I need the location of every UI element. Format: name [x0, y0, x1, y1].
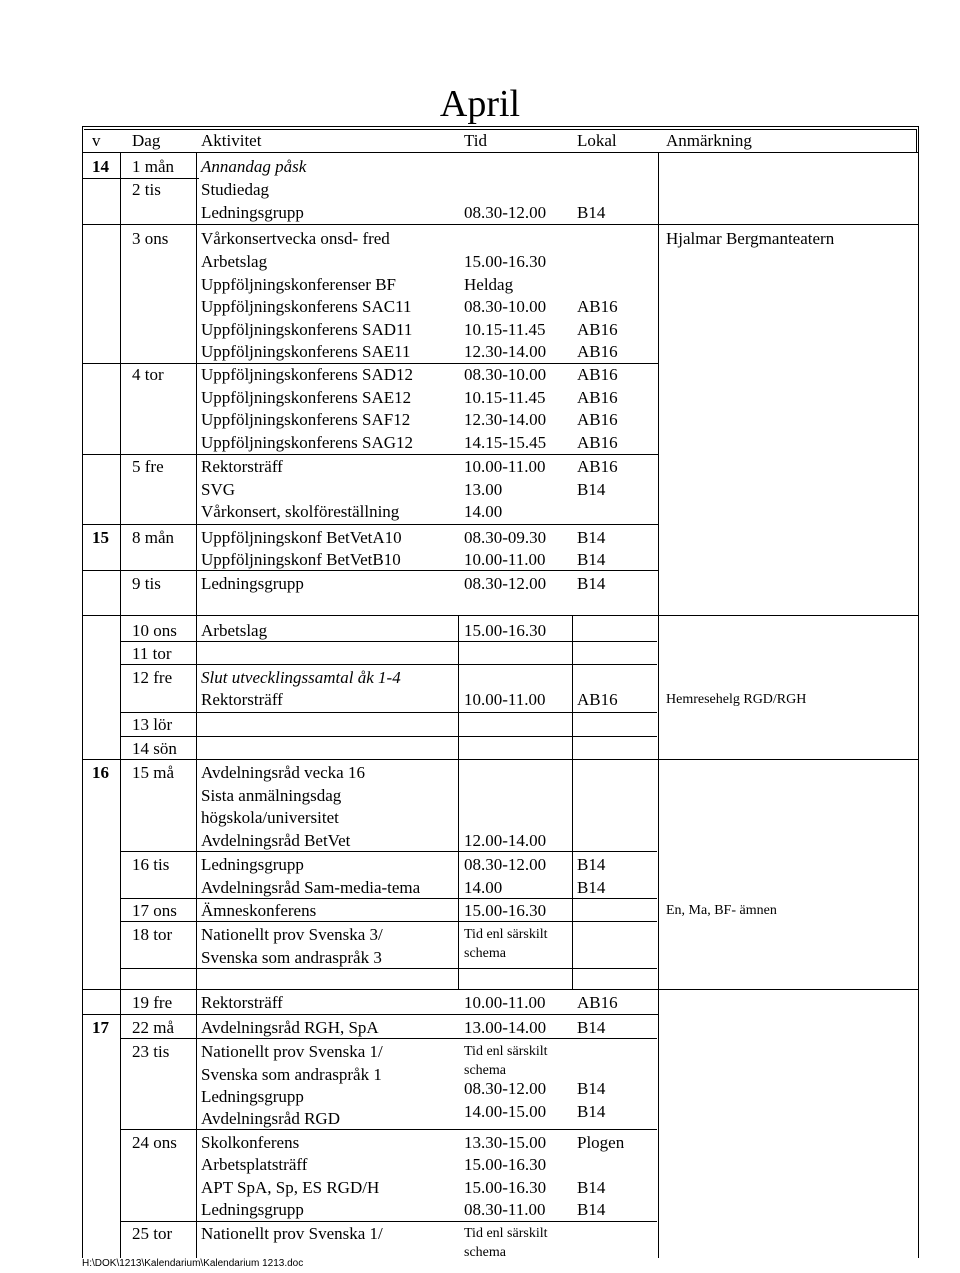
cell-time: schema — [464, 1063, 506, 1078]
cell-time: 13.30-15.00 — [464, 1133, 547, 1152]
rule — [82, 126, 919, 127]
rule — [82, 153, 83, 1258]
rule — [82, 759, 919, 760]
cell-act: Skolkonferens — [201, 1133, 300, 1152]
cell-time: 15.00-16.30 — [464, 252, 547, 271]
cell-act: Avdelningsråd Sam-media-tema — [201, 878, 421, 897]
rule — [82, 1014, 659, 1015]
rule — [458, 616, 459, 990]
cell-room: B14 — [577, 855, 606, 874]
cell-room: B14 — [577, 1178, 606, 1197]
cell-act: Rektorsträff — [201, 993, 283, 1012]
cell-time: 08.30-10.00 — [464, 365, 547, 384]
cell-day: 10 ons — [132, 621, 177, 640]
cell-act: Studiedag — [201, 180, 269, 199]
cell-time: 10.15-11.45 — [464, 388, 546, 407]
cell-room: B14 — [577, 203, 606, 222]
cell-room: AB16 — [577, 365, 618, 384]
cell-note: En, Ma, BF- ämnen — [666, 903, 777, 918]
cell-day: 12 fre — [132, 668, 173, 687]
cell-act: Ledningsgrupp — [201, 203, 304, 222]
cell-day: 25 tor — [132, 1224, 173, 1243]
cell-day: 14 sön — [132, 739, 177, 758]
cell-time: 08.30-12.00 — [464, 1079, 547, 1098]
header-week: v — [92, 131, 101, 150]
cell-act: Uppföljningskonferens SAD11 — [201, 320, 413, 339]
rule — [82, 454, 659, 455]
cell-act: Uppföljningskonferenser BF — [201, 275, 397, 294]
cell-day: 23 tis — [132, 1042, 170, 1061]
cell-time: 08.30-11.00 — [464, 1200, 546, 1219]
cell-act: Uppföljningskonferens SAE12 — [201, 388, 412, 407]
cell-act: Nationellt prov Svenska 1/ — [201, 1224, 383, 1243]
cell-day: 17 ons — [132, 901, 177, 920]
header-day: Dag — [132, 131, 161, 150]
cell-time: 15.00-16.30 — [464, 1178, 547, 1197]
cell-act: Nationellt prov Svenska 3/ — [201, 925, 383, 944]
cell-room: B14 — [577, 1018, 606, 1037]
cell-room: AB16 — [577, 690, 618, 709]
cell-day: 9 tis — [132, 574, 161, 593]
cell-act: Uppföljningskonferens SAE11 — [201, 342, 411, 361]
cell-time: 13.00 — [464, 480, 503, 499]
cell-room: B14 — [577, 1102, 606, 1121]
cell-room: AB16 — [577, 342, 618, 361]
cell-act: Uppföljningskonf BetVetA10 — [201, 528, 402, 547]
cell-time: 08.30-10.00 — [464, 297, 547, 316]
cell-room: AB16 — [577, 320, 618, 339]
rule — [658, 153, 659, 1258]
cell-time: 12.30-14.00 — [464, 410, 547, 429]
rule — [918, 153, 919, 1258]
cell-act: Sista anmälningsdag — [201, 786, 342, 805]
rule — [120, 153, 121, 1258]
cell-act: Ledningsgrupp — [201, 574, 304, 593]
cell-act: Avdelningsråd RGD — [201, 1109, 340, 1128]
rule — [82, 524, 659, 525]
header-room: Lokal — [577, 131, 617, 150]
cell-day: 19 fre — [132, 993, 173, 1012]
cell-week: 15 — [92, 528, 109, 547]
cell-week: 14 — [92, 157, 109, 176]
cell-act: Ledningsgrupp — [201, 1087, 304, 1106]
cell-time: Heldag — [464, 275, 514, 294]
cell-time: Tid enl särskilt — [464, 1226, 548, 1241]
cell-day: 4 tor — [132, 365, 164, 384]
cell-time: 14.00-15.00 — [464, 1102, 547, 1121]
rule — [916, 129, 917, 153]
cell-time: 14.00 — [464, 878, 503, 897]
cell-room: B14 — [577, 878, 606, 897]
cell-time: Tid enl särskilt — [464, 1044, 548, 1059]
cell-time: 08.30-12.00 — [464, 855, 547, 874]
cell-day: 24 ons — [132, 1133, 177, 1152]
cell-act: Rektorsträff — [201, 690, 283, 709]
cell-act: Arbetsplatsträff — [201, 1155, 308, 1174]
cell-time: Tid enl särskilt — [464, 927, 548, 942]
cell-day: 18 tor — [132, 925, 173, 944]
cell-week: 17 — [92, 1018, 109, 1037]
rule — [82, 126, 83, 153]
cell-day: 1 mån — [132, 157, 175, 176]
cell-act: Avdelningsråd vecka 16 — [201, 763, 365, 782]
cell-time: 14.15-15.45 — [464, 433, 547, 452]
rule — [120, 664, 657, 665]
cell-time: schema — [464, 1245, 506, 1260]
cell-room: AB16 — [577, 297, 618, 316]
cell-day: 16 tis — [132, 855, 170, 874]
rule — [120, 712, 657, 713]
cell-room: B14 — [577, 550, 606, 569]
cell-time: 15.00-16.30 — [464, 1155, 547, 1174]
cell-act: Vårkonsertvecka onsd- fred — [201, 229, 390, 248]
cell-time: 10.00-11.00 — [464, 690, 546, 709]
cell-act: Uppföljningskonf BetVetB10 — [201, 550, 401, 569]
cell-day: 5 fre — [132, 457, 164, 476]
header-note: Anmärkning — [666, 131, 752, 150]
cell-room: AB16 — [577, 410, 618, 429]
page-title: April — [439, 83, 521, 125]
cell-day: 15 må — [132, 763, 175, 782]
cell-room: AB16 — [577, 457, 618, 476]
cell-room: B14 — [577, 1200, 606, 1219]
rule — [82, 989, 919, 990]
rule — [196, 153, 197, 1258]
cell-time: 10.00-11.00 — [464, 550, 546, 569]
cell-room: AB16 — [577, 993, 618, 1012]
cell-act: Avdelningsråd RGH, SpA — [201, 1018, 379, 1037]
cell-room: B14 — [577, 480, 606, 499]
cell-note: Hemresehelg RGD/RGH — [666, 692, 807, 707]
cell-act: Ämneskonferens — [201, 901, 317, 920]
file-path: H:\DOK\1213\Kalendarium\Kalendarium 1213.doc — [82, 1258, 304, 1269]
cell-day: 22 må — [132, 1018, 175, 1037]
cell-day: 11 tor — [132, 644, 172, 663]
cell-act: Uppföljningskonferens SAC11 — [201, 297, 412, 316]
cell-act: APT SpA, Sp, ES RGD/H — [201, 1178, 380, 1197]
cell-act: Uppföljningskonferens SAG12 — [201, 433, 414, 452]
header-activity: Aktivitet — [201, 131, 262, 150]
cell-time: 14.00 — [464, 502, 503, 521]
cell-day: 3 ons — [132, 229, 169, 248]
cell-day: 2 tis — [132, 180, 161, 199]
rule — [120, 1221, 657, 1222]
rule — [82, 224, 919, 225]
cell-note: Hjalmar Bergmanteatern — [666, 229, 835, 248]
cell-act: Annandag påsk — [201, 157, 307, 176]
cell-act: Arbetslag — [201, 252, 268, 271]
cell-room: B14 — [577, 528, 606, 547]
cell-time: 10.15-11.45 — [464, 320, 546, 339]
cell-time: 10.00-11.00 — [464, 993, 546, 1012]
cell-time: 13.00-14.00 — [464, 1018, 547, 1037]
cell-time: 15.00-16.30 — [464, 621, 547, 640]
cell-act: Uppföljningskonferens SAF12 — [201, 410, 411, 429]
rule — [572, 616, 573, 990]
cell-time: 08.30-09.30 — [464, 528, 547, 547]
cell-act: SVG — [201, 480, 236, 499]
cell-room: Plogen — [577, 1133, 625, 1152]
rule — [82, 152, 919, 153]
cell-act: Uppföljningskonferens SAD12 — [201, 365, 414, 384]
cell-act: Slut utvecklingssamtal åk 1-4 — [201, 668, 401, 687]
cell-time: 08.30-12.00 — [464, 574, 547, 593]
cell-act: Ledningsgrupp — [201, 855, 304, 874]
cell-day: 8 mån — [132, 528, 175, 547]
cell-time: 12.00-14.00 — [464, 831, 547, 850]
cell-room: B14 — [577, 574, 606, 593]
cell-room: AB16 — [577, 388, 618, 407]
cell-act: Rektorsträff — [201, 457, 283, 476]
cell-act: Svenska som andraspråk 1 — [201, 1065, 382, 1084]
cell-room: B14 — [577, 1079, 606, 1098]
cell-room: AB16 — [577, 433, 618, 452]
rule — [120, 736, 657, 737]
cell-act: Nationellt prov Svenska 1/ — [201, 1042, 383, 1061]
rule — [82, 615, 919, 616]
header-time: Tid — [464, 131, 488, 150]
rule — [84, 129, 917, 130]
cell-act: Ledningsgrupp — [201, 1200, 304, 1219]
rule — [918, 126, 919, 153]
cell-day: 13 lör — [132, 715, 173, 734]
cell-act: Arbetslag — [201, 621, 268, 640]
cell-week: 16 — [92, 763, 109, 782]
cell-act: Avdelningsråd BetVet — [201, 831, 351, 850]
cell-time: 08.30-12.00 — [464, 203, 547, 222]
cell-time: 15.00-16.30 — [464, 901, 547, 920]
cell-time: 10.00-11.00 — [464, 457, 546, 476]
cell-act: Svenska som andraspråk 3 — [201, 948, 382, 967]
cell-time: 12.30-14.00 — [464, 342, 547, 361]
cell-act: Vårkonsert, skolföreställning — [201, 502, 400, 521]
cell-time: schema — [464, 946, 506, 961]
cell-act: högskola/universitet — [201, 808, 339, 827]
